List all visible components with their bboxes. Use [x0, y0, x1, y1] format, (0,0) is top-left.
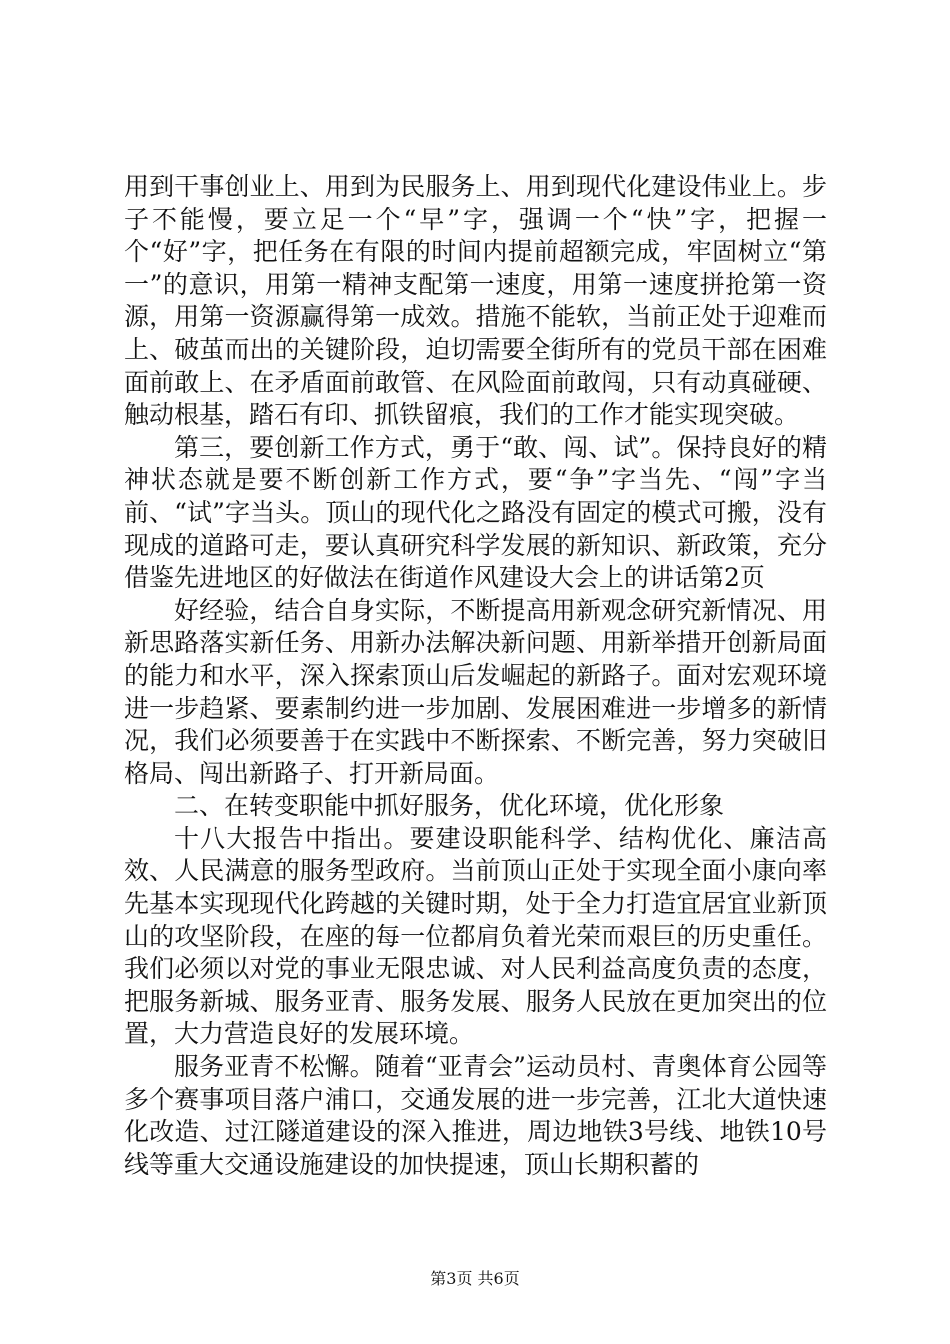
- document-body: [124, 171, 827, 1181]
- paragraph-5: 服务亚青不松懈。随着“亚青会”运动员村、青奥体育公园等多个赛事项目落户浦口，交通发展的进一步完善，江北大道快速化改造、过江隧道建设的深入推进，周边地铁3号线、地铁10号线等重大交通设施建设的加快提速，顶山长期积蓄的: [124, 1052, 827, 1179]
- page-footer: 第3页 共6页: [430, 1269, 520, 1288]
- paragraph-2: 第三，要创新工作方式，勇于“敢、闯、试”。保持良好的精神状态就是要不断创新工作方式，要“争”字当先、“闯”字当前、“试”字当头。顶山的现代化之路没有固定的模式可搬，没有现成的道路可走，要认真研究科学发展的新知识、新政策，充分借鉴先进地区的好做法在街道作风建设大会上的讲话第2页: [124, 432, 827, 593]
- paragraph-4: 十八大报告中指出。要建设职能科学、结构优化、廉洁高效、人民满意的服务型政府。当前顶山正处于实现全面小康向率先基本实现现代化跨越的关键时期，处于全力打造宜居宜业新顶山的攻坚阶段，在座的每一位都肩负着光荣而艰巨的历史重任。我们必须以对党的事业无限忠诚、对人民利益高度负责的态度，把服务新城、服务亚青、服务发展、服务人民放在更加突出的位置，大力营造良好的发展环境。: [124, 823, 827, 1049]
- paragraph-1: 用到干事创业上、用到为民服务上、用到现代化建设伟业上。步子不能慢，要立足一个“早”字，强调一个“快”字，把握一个“好”字，把任务在有限的时间内提前超额完成，牢固树立“第一”的意识，用第一精神支配第一速度，用第一速度拼抢第一资源，用第一资源赢得第一成效。措施不能软，当前正处于迎难而上、破茧而出的关键阶段，迫切需要全街所有的党员干部在困难面前敢上、在矛盾面前敢管、在风险面前敢闯，只有动真碰硬、触动根基，踏石有印、抓铁留痕，我们的工作才能实现突破。: [124, 172, 827, 430]
- section-heading: 二、在转变职能中抓好服务，优化环境，优化形象: [174, 791, 725, 821]
- paragraph-3: 好经验，结合自身实际，不断提高用新观念研究新情况、用新思路落实新任务、用新办法解决新问题、用新举措开创新局面的能力和水平，深入探索顶山后发崛起的新路子。面对宏观环境进一步趋紧、要素制约进一步加剧、发展困难进一步增多的新情况，我们必须要善于在实践中不断探索、不断完善，努力突破旧格局、闯出新路子、打开新局面。: [124, 595, 827, 788]
